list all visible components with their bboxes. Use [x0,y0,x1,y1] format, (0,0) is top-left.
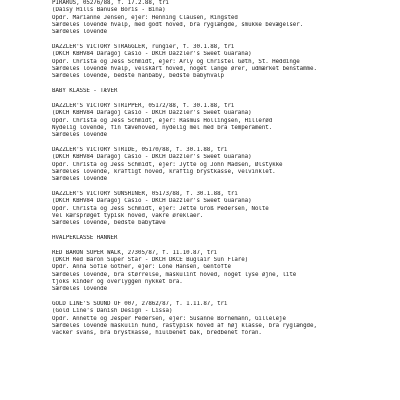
entry-result: Særdeles lovende, bedste hanbaby, bedste babyhvalp [52,73,225,80]
entry-title: PIRARUS, 05276/88, f. 17.2.88, tri [52,0,169,6]
spacer [52,37,400,44]
spacer [52,228,400,235]
entry-critique: Særdeles lovende, bra størrelse, maskulint hoved, noget lyse øjne, lite [52,271,297,278]
entry-super-walk [52,250,400,294]
entry-critique: Særdeles lovende hvalp, velskårt hoved, noget lange ører, udmærket benstamme. [52,66,317,73]
entry-pedigree: (DKCH Red Baron Super Star - DKCH DKCE Buglair Sun Flare) [52,257,249,264]
entry-pedigree: (DKCH KBHV84 Daragoj Casio - DKCH Dazzler's Sweet Guarana) [52,154,252,161]
entry-pedigree: (Gold Line's Danish Design - Lissa) [52,308,173,315]
entry-stripper [52,103,400,140]
entry-breeder-owner: Opdr. Anna Sofie Gother, ejer: Lone Hansen, Gentofte [52,264,231,271]
entry-critique-continued: vacker svans, bra brystkasse, hiulbenet bak, bredbenet foran. [52,330,262,337]
entry-title: RED BARON SUPER WALK, 27305/87, f. 11.10.87, tri [52,249,218,256]
spacer [52,81,400,88]
entry-result: Særdeles lovende [52,176,108,183]
entry-critique: Vel kærsprøget typisk hoved, vakre øreklaer. [52,212,204,219]
entry-breeder-owner: Opdr. Christa og Jess Schmidt, ejer: Arly og Christel Gøth, St. Heddinge [52,58,300,65]
entry-breeder-owner: Opdr. Christa og Jess Schmidt, ejer: Rasmus Hollingsen, Hillerød [52,117,273,124]
entry-breeder-owner: Opdr. Christa og Jess Schmidt, ejer: Jytte og John Madsen, Ølstykke [52,161,283,168]
entry-title: GOLD LINE'S SOUND OF 007, 27862/87, f. 1.11.87, tri [52,301,228,308]
spacer [52,140,400,147]
spacer [52,242,400,249]
entry-straggler [52,44,400,81]
entry-breeder-owner: Opdr. Marianne Jensen, ejer: Henning Clausen, Ringsted [52,14,238,21]
entry-title: DAZZLER'S VICTORY SUNSHINER, 05173/88, f. 30.1.88, tri [52,190,238,197]
entry-breeder-owner: Opdr. Christa og Jess Schmidt, ejer: Jette Groß Pedersen, Nolte [52,205,269,212]
entry-pedigree: (Daisy Hills Banuse Boris - Bina) [52,7,166,14]
entry-pedigree: (DKCH KBHV84 Daragoj Casio - DKCH Dazzler's Sweet Guarana) [52,198,252,205]
spacer [52,95,400,102]
entry-title: DAZZLER'S VICTORY STRIDE, 05170/88, f. 30.1.88, tri [52,146,228,153]
entry-stride [52,147,400,184]
entry-sunshiner [52,191,400,228]
entry-pedigree: (DKCH KBHV84 Daragoj Casio - DKCH Dazzler's Sweet Guarana) [52,110,252,117]
entry-result: Særdeles lovende [52,29,108,36]
entry-title: DAZZLER'S VICTORY STRIPPER, 05172/88, f. 30.1.88, tri [52,102,235,109]
entry-result: Særdeles lovende, bedste babytæve [52,220,166,227]
entry-pirarus [52,0,400,37]
section-heading-hvalpeklasse-hanner: HVALPEKLASSE HANNER [52,235,118,241]
entry-critique-continued: tjoks kinder og overlyggen nykket bra. [52,279,183,286]
entry-critique: Særdeles lovende, kraftigt hoved, kraftig brystkasse, velvinklet. [52,168,276,175]
section-heading-baby-taever: BABY KLASSE - TÆVER [52,88,118,95]
entry-critique: Særdeles lovende maskulin hund, rastypisk hoved af høj klasse, bra ryglængde, [52,323,317,330]
entry-title: DAZZLER'S VICTORY STRAGGLER, rungier, f. 30.1.88, tri [52,44,235,51]
spacer [52,294,400,301]
spacer [52,184,400,191]
entry-result: Særdeles lovende [52,132,108,139]
entry-breeder-owner: Opdr. Annette og Jesper Pedersen, ejer: Susanne Bornemann, Gilleleje [52,315,286,322]
entry-critique: Nydelig lovende, fin tævehoved, nydelig mel med bra temperament. [52,124,273,131]
entry-result: Særdeles lovende [52,286,108,293]
entry-critique: Særdeles lovende hvalp, med godt hoved, bra ryglængde, smukke bevægelser. [52,22,304,29]
entry-sound-of-007 [52,301,400,338]
entry-pedigree: (DKCH KBHV84 Daragoj Casio - DKCH Dazzler's Sweet Guarana) [52,51,252,58]
